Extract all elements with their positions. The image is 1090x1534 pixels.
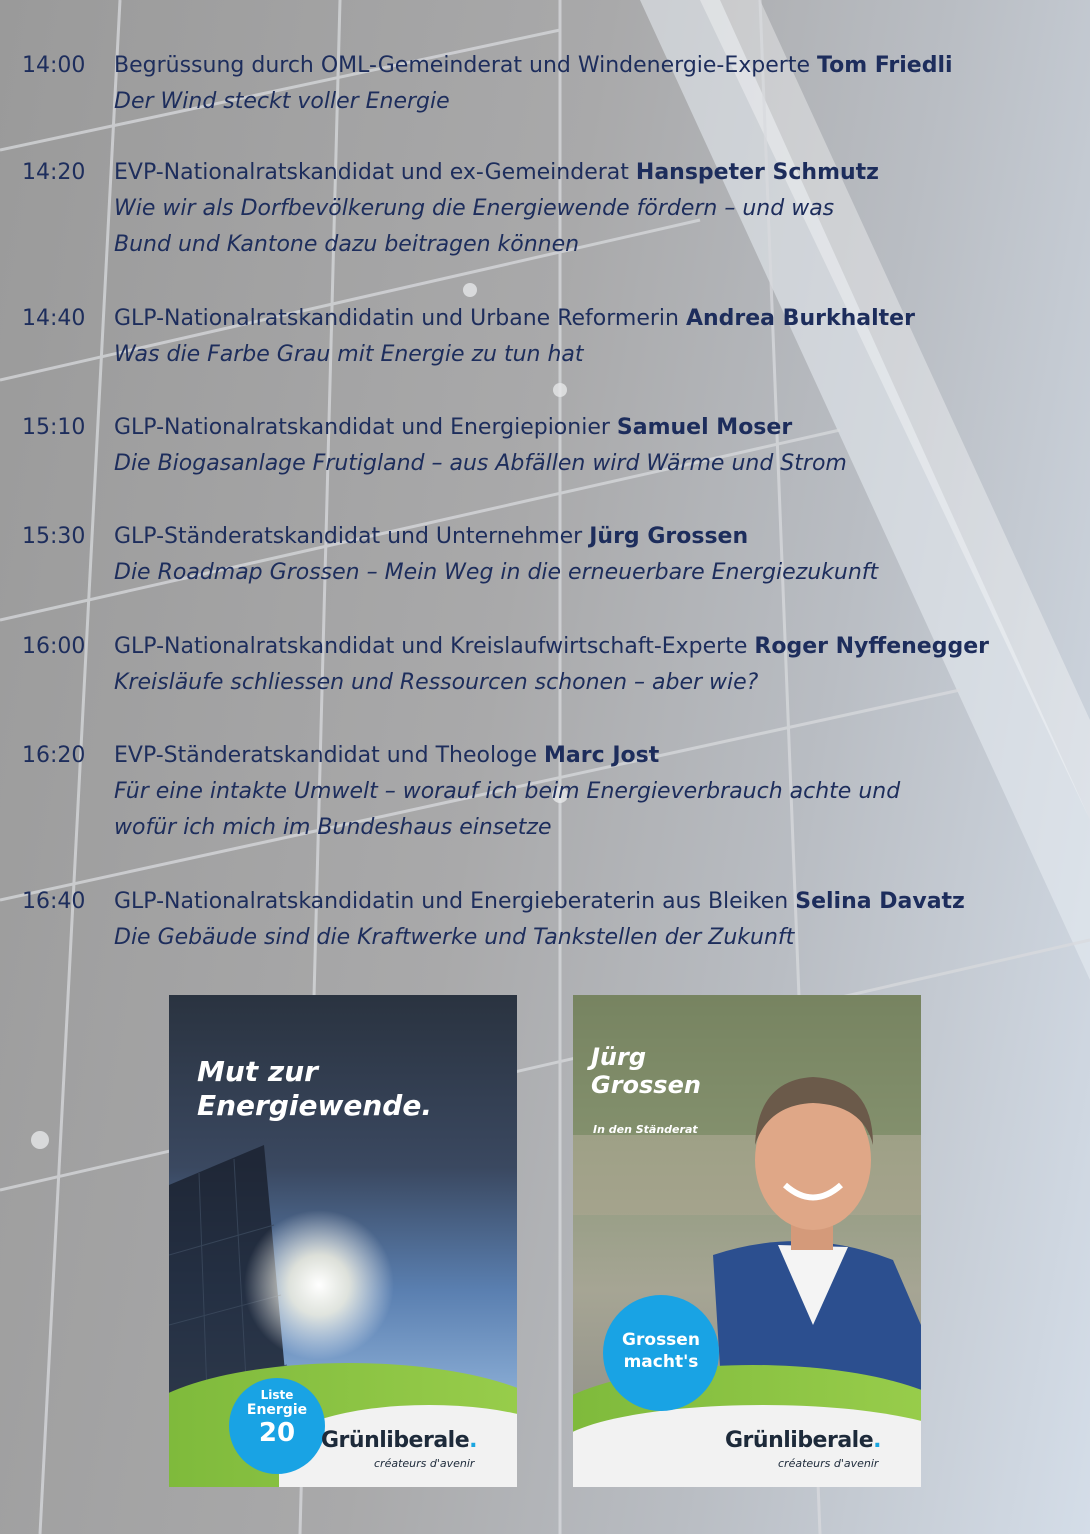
grunliberale-logo: Grünliberale.: [321, 1428, 477, 1453]
agenda-speaker: Marc Jost: [544, 743, 660, 768]
agenda-role: GLP-Nationalratskandidat und Kreislaufwirtschaft-Experte: [114, 634, 748, 659]
agenda-topic: Kreisläufe schliessen und Ressourcen schonen – aber wie?: [114, 670, 759, 695]
agenda-speaker: Hanspeter Schmutz: [635, 160, 879, 185]
agenda-time: 14:20: [22, 160, 86, 185]
logo-tagline: créateurs d'avenir: [374, 1457, 475, 1470]
badge-number: 20: [258, 1418, 296, 1448]
agenda-topic: Die Gebäude sind die Kraftwerke und Tankstellen der Zukunft: [114, 925, 795, 950]
agenda-topic: Wie wir als Dorfbevölkerung die Energiewende fördern – und was: [114, 196, 835, 221]
agenda-time: 15:30: [22, 524, 86, 549]
liste-badge: [229, 1378, 325, 1474]
agenda-topic: Was die Farbe Grau mit Energie zu tun hat: [114, 342, 584, 367]
logo-tagline: créateurs d'avenir: [778, 1457, 879, 1470]
agenda-speaker: Roger Nyffenegger: [754, 634, 989, 659]
agenda-topic: Die Biogasanlage Frutigland – aus Abfällen wird Wärme und Strom: [114, 451, 847, 476]
candidate-name-line: Grossen: [591, 1071, 701, 1099]
badge-line: Grossen: [622, 1330, 700, 1350]
agenda-time: 16:40: [22, 889, 86, 914]
poster-energiewende: [169, 995, 517, 1487]
agenda-role: GLP-Nationalratskandidatin und Urbane Reformerin: [114, 306, 679, 331]
agenda-time: 14:40: [22, 306, 86, 331]
poster-juerg-grossen: [573, 995, 921, 1487]
agenda-role: GLP-Nationalratskandidatin und Energieberaterin aus Bleiken: [114, 889, 789, 914]
agenda-time: 14:00: [22, 53, 86, 78]
agenda-role: GLP-Nationalratskandidat und Energiepionier: [114, 415, 610, 440]
agenda-speaker: Andrea Burkhalter: [685, 306, 915, 331]
poster-title-line: Mut zur: [197, 1055, 318, 1088]
agenda-topic: Für eine intakte Umwelt – worauf ich beim Energieverbrauch achte und: [114, 779, 901, 804]
agenda-role: Begrüssung durch OML-Gemeinderat und Windenergie-Experte: [114, 53, 810, 78]
agenda-topic: Der Wind steckt voller Energie: [114, 89, 450, 114]
grunliberale-logo: Grünliberale.: [725, 1428, 881, 1453]
agenda-topic: wofür ich mich im Bundeshaus einsetze: [114, 815, 552, 840]
agenda-topic: Die Roadmap Grossen – Mein Weg in die erneuerbare Energiezukunft: [114, 560, 879, 585]
candidate-name-line: Jürg: [591, 1043, 647, 1071]
poster-subtitle: In den Ständerat: [593, 1123, 698, 1136]
agenda-role: GLP-Ständeratskandidat und Unternehmer: [114, 524, 583, 549]
agenda-time: 16:20: [22, 743, 86, 768]
poster-title-line: Energiewende.: [197, 1089, 432, 1122]
agenda-role: EVP-Ständeratskandidat und Theologe: [114, 743, 538, 768]
agenda-speaker: Samuel Moser: [616, 415, 793, 440]
slogan-badge: [603, 1295, 719, 1411]
badge-line: Energie: [246, 1402, 308, 1418]
agenda-speaker: Tom Friedli: [817, 53, 953, 78]
agenda-time: 16:00: [22, 634, 86, 659]
agenda-speaker: Selina Davatz: [795, 889, 965, 914]
agenda-speaker: Jürg Grossen: [589, 524, 749, 549]
badge-line: macht's: [623, 1352, 699, 1372]
agenda-role: EVP-Nationalratskandidat und ex-Gemeinderat: [114, 160, 629, 185]
agenda-topic: Bund und Kantone dazu beitragen können: [114, 232, 580, 257]
agenda-time: 15:10: [22, 415, 86, 440]
badge-line: Liste: [260, 1388, 294, 1402]
